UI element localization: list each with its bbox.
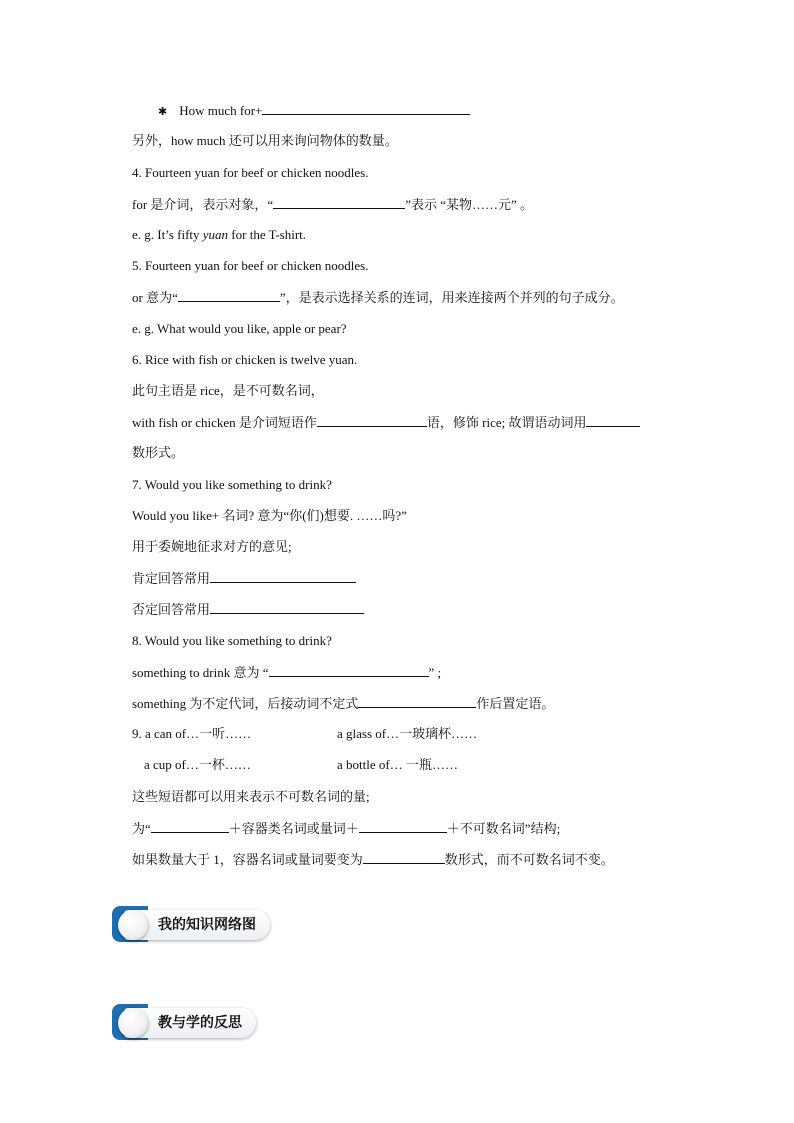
item-6-sentence: 6. Rice with fish or chicken is twelve yuan.: [132, 352, 358, 367]
bullet-line-how-much: [158, 101, 470, 121]
circle-badge-icon: [118, 1008, 148, 1038]
line-polite-request: 用于委婉地征求对方的意见;: [132, 539, 292, 554]
blank-structure-1[interactable]: [151, 819, 229, 833]
item-5-sentence: 5. Fourteen yuan for beef or chicken noodles.: [132, 258, 369, 273]
blank-something-meaning[interactable]: [269, 663, 429, 677]
how-much-text: How much for+: [179, 103, 263, 118]
blank-negative-answer[interactable]: [210, 600, 364, 614]
blank-phrase-role[interactable]: [317, 413, 427, 427]
line-phrases-cup-bottle: a cup of…一杯…… a bottle of… 一瓶……: [144, 757, 458, 772]
circle-badge-icon: [118, 910, 148, 940]
line-positive-answer: 肯定回答常用: [132, 569, 356, 588]
blank-or-meaning[interactable]: [178, 288, 280, 302]
line-with-fish-phrase: with fish or chicken 是介词短语作 语，修饰 rice; 故谓语动词用: [132, 413, 640, 432]
line-how-much-quantity: 另外，how much 还可以用来询问物体的数量。: [132, 133, 398, 148]
line-would-you-like-noun: Would you like+ 名词? 意为“你(们)想要. ……吗?”: [132, 508, 407, 523]
example-fifty-yuan: e. g. It’s fifty yuan for the T-shirt.: [132, 227, 307, 242]
line-phrases-can-glass: 9. a can of…一听…… a glass of…一玻璃杯……: [132, 726, 478, 741]
blank-for-meaning[interactable]: [273, 195, 405, 209]
blank-how-much[interactable]: [262, 101, 470, 115]
section-title: 教与学的反思: [124, 1008, 256, 1038]
item-8-sentence: 8. Would you like something to drink?: [132, 633, 332, 648]
blank-plural-form[interactable]: [363, 850, 445, 864]
line-indefinite-pronoun: something 为不定代词，后接动词不定式 作后置定语。: [132, 696, 555, 711]
line-structure: 为“ ＋容器类名词或量词＋ ＋不可数名词”结构;: [132, 821, 561, 836]
asterisk-bullet-icon: ✱: [158, 106, 168, 118]
section-title: 我的知识网络图: [124, 910, 270, 940]
line-something-to-drink: something to drink 意为 “ ” ;: [132, 665, 442, 680]
line-for-preposition: for 是介词，表示对象，“ ”表示 “某物……元” 。: [132, 197, 533, 212]
blank-infinitive[interactable]: [358, 694, 476, 708]
example-apple-pear: e. g. What would you like, apple or pear?: [132, 321, 347, 336]
line-number-form: 数形式。: [132, 445, 185, 460]
blank-verb-number[interactable]: [586, 413, 640, 427]
blank-positive-answer[interactable]: [210, 569, 356, 583]
line-plural-rule: 如果数量大于 1，容器名词或量词要变为 数形式，而不可数名词不变。: [132, 852, 614, 867]
line-uncountable-quantity: 这些短语都可以用来表示不可数名词的量;: [132, 789, 370, 804]
line-or-meaning: or 意为“ ”，是表示选择关系的连词，用来连接两个并列的句子成分。: [132, 290, 624, 305]
line-subject-rice: 此句主语是 rice，是不可数名词，: [132, 383, 324, 398]
line-negative-answer: 否定回答常用: [132, 600, 364, 619]
item-7-sentence: 7. Would you like something to drink?: [132, 477, 332, 492]
item-4-sentence: 4. Fourteen yuan for beef or chicken noodles.: [132, 165, 369, 180]
blank-structure-2[interactable]: [359, 819, 447, 833]
